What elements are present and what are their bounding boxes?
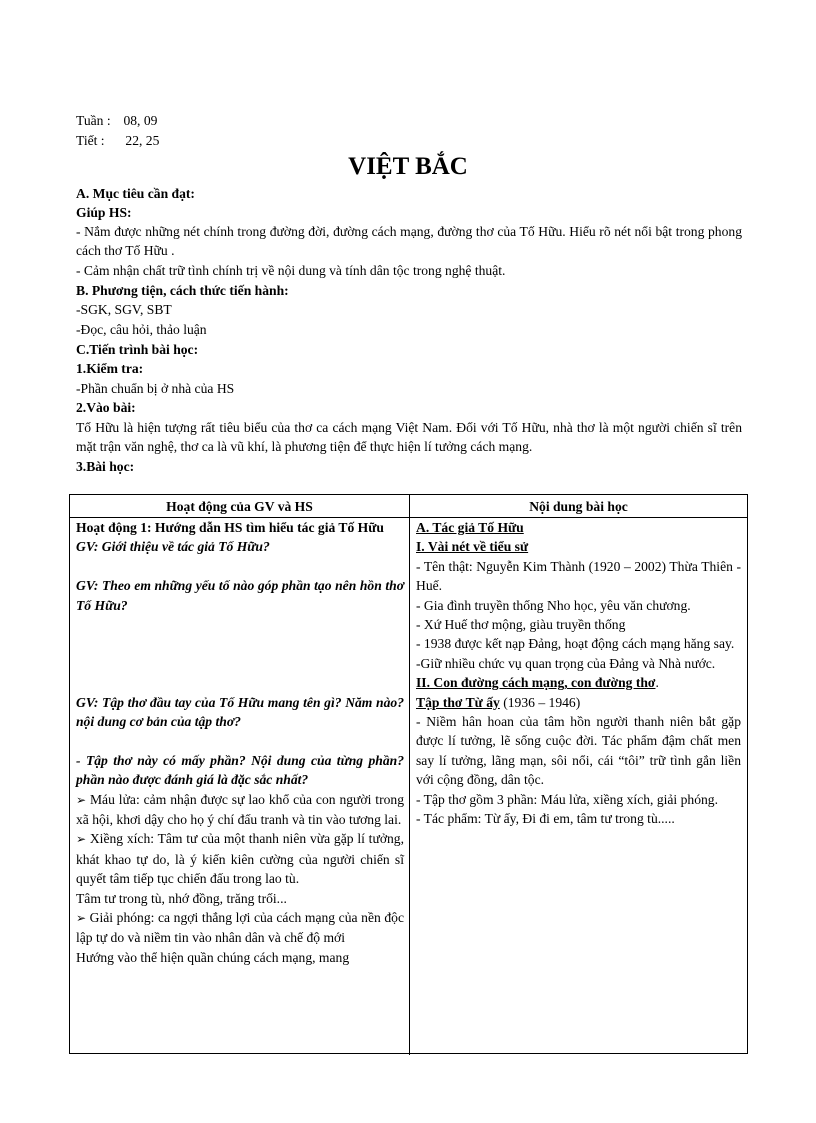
- section-c-heading: C.Tiến trình bài học:: [76, 342, 199, 357]
- activities-column: [76, 518, 404, 967]
- intro-paragraph: Tố Hữu là hiện tượng rất tiêu biểu của thơ ca cách mạng Việt Nam. Đối với Tố Hữu, nhà thơ là một người chiến sĩ trên mặt trận văn nghệ, thơ ca là vũ khí, là phương tiện để thực hiện lí tưởng cách mạng.: [76, 420, 742, 454]
- content-column: [416, 518, 741, 829]
- collection-description: - Niềm hân hoan của tâm hồn người thanh niên bắt gặp được lí tưởng, lẽ sống cuộc đời. Tác phẩm đậm chất men say lí tưởng, lãng mạn, sôi nổi, cái “tôi” trữ tình gắn liền với cộng đồng, dân tộc.: [416, 714, 741, 788]
- section-a-heading: A. Mục tiêu cần đạt:: [76, 186, 195, 201]
- activity-1-heading: Hoạt động 1: Hướng dẫn HS tìm hiểu tác giả Tố Hữu: [76, 520, 384, 535]
- career-title-dot: .: [655, 675, 659, 691]
- section-b-heading: B. Phương tiện, cách thức tiến hành:: [76, 283, 289, 298]
- part-bullet-2-text: Xiềng xích: Tâm tư của một thanh niên vừa gặp lí tưởng, khát khao tự do, là ý kiến kiên cường của người chiến sĩ quyết tâm tiếp tục chiến đấu trong lao tù.: [76, 831, 404, 887]
- period-value: 22, 25: [125, 133, 160, 148]
- collection-name: Tập thơ Từ ấy: [416, 694, 500, 710]
- part-bullet-2: [76, 829, 404, 888]
- table-header-content: Nội dung bài học: [529, 499, 628, 514]
- arrow-bullet-icon: ➢: [76, 832, 87, 847]
- career-title: II. Con đường cách mạng, con đường thơ: [416, 675, 656, 691]
- teacher-question-3: GV: Tập thơ đầu tay của Tố Hữu mang tên gì? Năm nào? nội dung cơ bản của tập thơ?: [76, 694, 404, 729]
- collection-works: - Tác phẩm: Từ ấy, Đi đi em, tâm tư trong tù.....: [416, 811, 675, 827]
- collection-line: [416, 693, 741, 712]
- author-section-title: A. Tác giả Tố Hữu: [416, 520, 524, 535]
- part-bullet-3: [76, 908, 404, 948]
- check-item: -Phần chuẩn bị ở nhà của HS: [76, 381, 235, 396]
- means-item-1: -SGK, SGV, SBT: [76, 302, 172, 317]
- part-bullet-3-text: Giải phóng: ca ngợi thắng lợi của cách mạng của nền độc lập tự do và niềm tin vào nhân dân và chế độ mới: [76, 910, 404, 946]
- part-bullet-1: [76, 790, 404, 830]
- period-label: Tiết :: [76, 133, 105, 148]
- teacher-question-4: - Tập thơ này có mấy phần? Nội dung của từng phần? phần nào được đánh giá là đặc sắc nhất?: [76, 752, 404, 788]
- part-bullet-1-text: Máu lửa: cảm nhận được sự lao khổ của con người trong xã hội, khơi dậy cho họ ý chí đấu tranh và tin vào tương lai.: [76, 791, 404, 827]
- section-a-subheading: Giúp HS:: [76, 205, 132, 220]
- family-line: - Gia đình truyền thống Nho học, yêu văn chương.: [416, 597, 691, 613]
- teacher-question-1: GV: Giới thiệu về tác giả Tố Hữu?: [76, 539, 270, 555]
- biography-title: I. Vài nét về tiểu sử: [416, 539, 529, 555]
- week-value: 08, 09: [123, 113, 158, 128]
- table-header-activities: Hoạt động của GV và HS: [166, 499, 313, 514]
- check-heading: 1.Kiểm tra:: [76, 361, 144, 376]
- table-column-divider: [409, 495, 410, 1055]
- party-line: - 1938 được kết nạp Đảng, hoạt động cách mạng hăng say.: [416, 636, 735, 652]
- objective-item-1: - Nắm được những nét chính trong đường đời, đường cách mạng, đường thơ của Tố Hữu. Hiểu rõ nét nổi bật trong phong cách thơ Tố Hữu .: [76, 224, 742, 258]
- last-line: Hướng vào thể hiện quần chúng cách mạng, mang: [76, 949, 350, 965]
- teacher-question-2: GV: Theo em những yếu tố nào góp phần tạo nên hồn thơ Tố Hữu?: [76, 578, 404, 613]
- period-line: [76, 131, 742, 150]
- lesson-heading: 3.Bài học:: [76, 459, 135, 474]
- means-item-2: -Đọc, câu hỏi, thảo luận: [76, 322, 207, 337]
- career-title-line: [416, 673, 741, 692]
- collection-parts: - Tập thơ gồm 3 phần: Máu lửa, xiềng xích, giải phóng.: [416, 791, 718, 807]
- arrow-bullet-icon: ➢: [76, 911, 87, 926]
- arrow-bullet-icon: ➢: [76, 792, 87, 807]
- hue-line: - Xứ Huế thơ mộng, giàu truyền thống: [416, 617, 626, 633]
- document-title: VIỆT BẮC: [348, 153, 468, 180]
- real-name-line: - Tên thật: Nguyễn Kim Thành (1920 – 2002) Thừa Thiên - Huế.: [416, 558, 741, 594]
- lesson-table: [69, 494, 748, 1054]
- week-label: Tuần :: [76, 113, 111, 128]
- objective-item-2: - Cảm nhận chất trữ tình chính trị về nội dung và tính dân tộc trong nghệ thuật.: [76, 263, 506, 278]
- prison-poems-line: Tâm tư trong tù, nhớ đồng, trăng trối...: [76, 890, 287, 906]
- collection-years: (1936 – 1946): [499, 694, 581, 710]
- week-line: [76, 111, 742, 130]
- intro-heading: 2.Vào bài:: [76, 400, 136, 415]
- positions-line: -Giữ nhiều chức vụ quan trọng của Đảng và Nhà nước.: [416, 655, 716, 671]
